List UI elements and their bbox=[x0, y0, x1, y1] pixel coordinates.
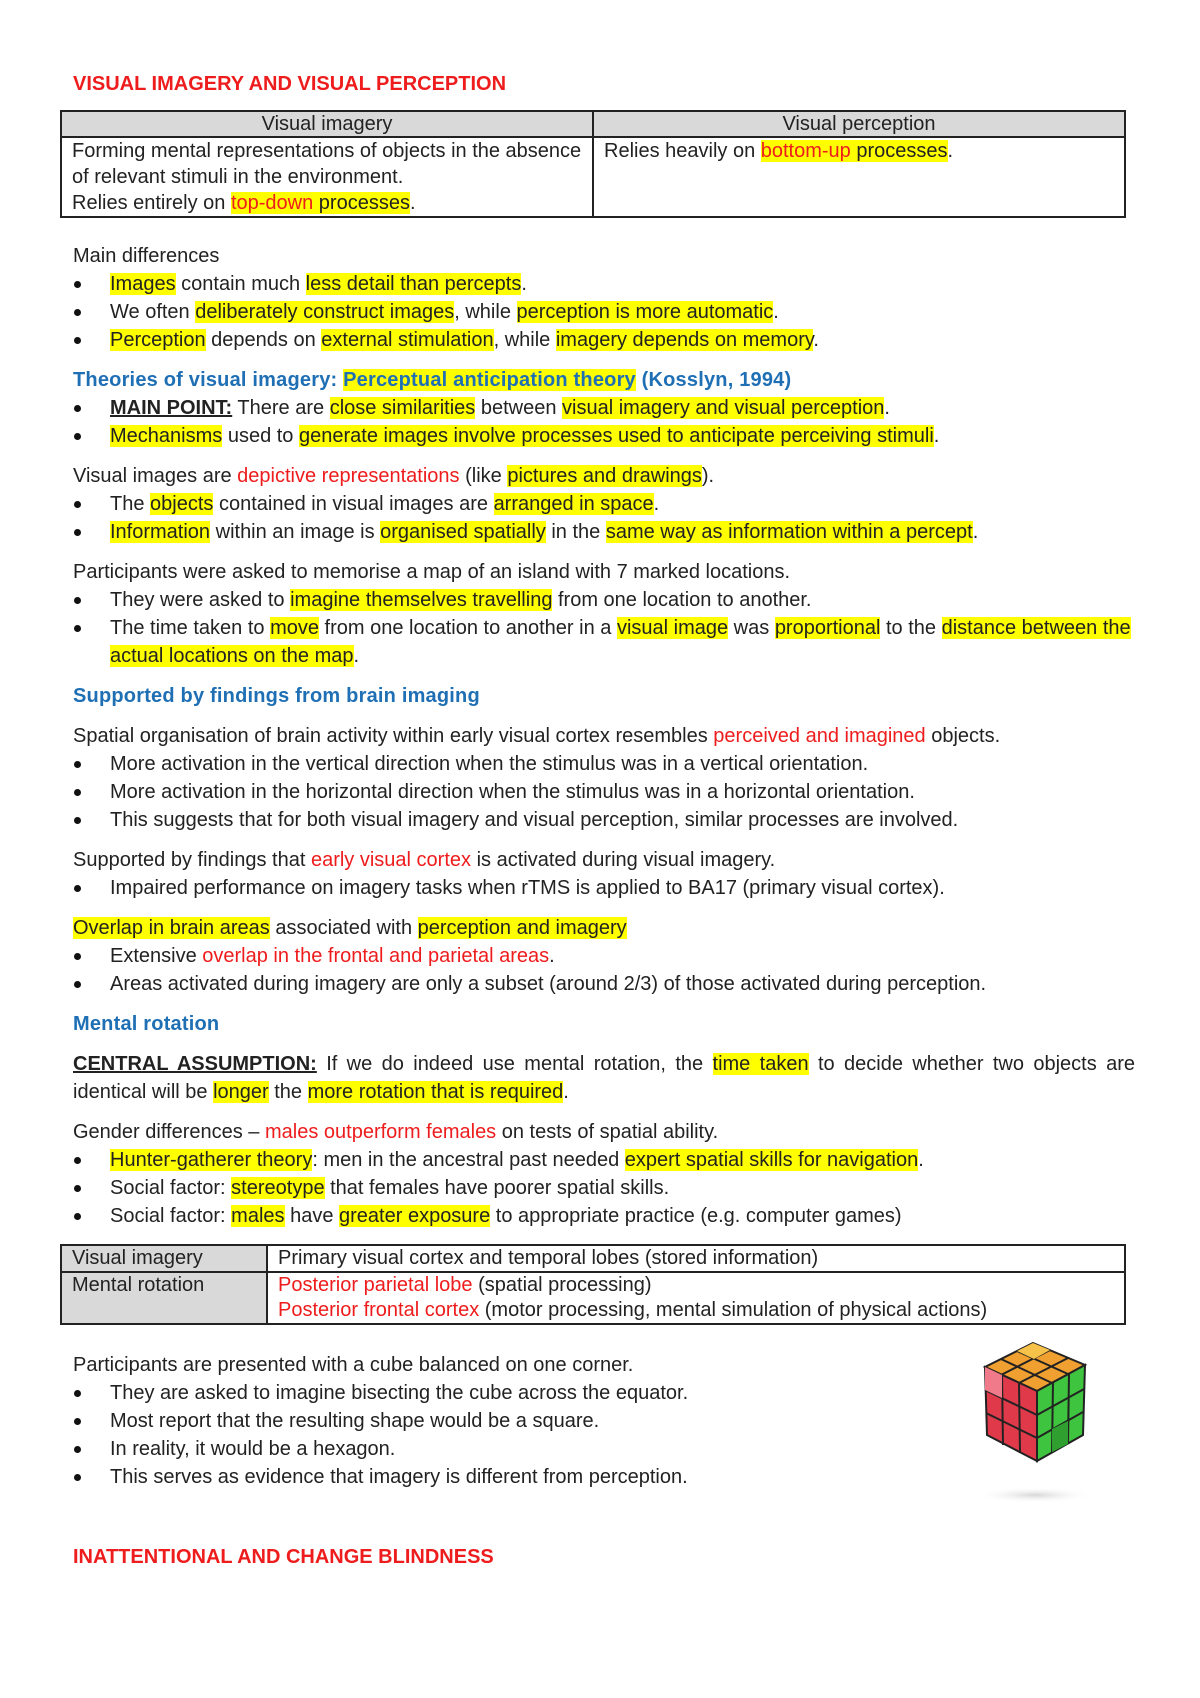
bullet-list bbox=[73, 1146, 1135, 1230]
text: was bbox=[728, 617, 775, 639]
text: from one location to another. bbox=[552, 589, 812, 611]
list-item: They are asked to imagine bisecting the cube across the equator. bbox=[73, 1379, 1135, 1407]
text: in the bbox=[545, 521, 606, 543]
highlight-text: Perceptual anticipation theory bbox=[343, 369, 636, 391]
list-item bbox=[73, 490, 1135, 518]
list-item: This serves as evidence that imagery is different from perception. bbox=[73, 1463, 1135, 1491]
bold-label: MAIN POINT: bbox=[110, 397, 233, 419]
highlight-text: Mechanisms bbox=[110, 425, 223, 447]
list-item: More activation in the vertical direction when the stimulus was in a vertical orientation. bbox=[73, 750, 1135, 778]
paragraph bbox=[73, 846, 1135, 874]
red-text: depictive representations bbox=[237, 465, 460, 487]
highlight-text: distance between the actual locations on the map bbox=[110, 617, 1131, 667]
text: Social factor: bbox=[110, 1205, 232, 1227]
paragraph: Participants were asked to memorise a map of an island with 7 marked locations. bbox=[73, 561, 791, 583]
text: to the bbox=[880, 617, 942, 639]
document-content bbox=[73, 70, 1135, 1571]
text: have bbox=[284, 1205, 340, 1227]
row-value-mental-rotation bbox=[267, 1272, 1125, 1324]
row-label-visual-imagery: Visual imagery bbox=[61, 1245, 267, 1272]
highlight-text: same way as information within a percept bbox=[605, 521, 973, 543]
text: . bbox=[653, 493, 660, 515]
highlight-text: processes bbox=[313, 192, 410, 214]
text: . bbox=[813, 329, 819, 351]
text: . bbox=[773, 301, 779, 323]
text: that females have poorer spatial skills. bbox=[324, 1177, 670, 1199]
highlight-text: arranged in space bbox=[493, 493, 654, 515]
text: (spatial processing) bbox=[472, 1274, 652, 1296]
text: Supported by findings that bbox=[73, 849, 311, 871]
highlight-text: males bbox=[231, 1205, 285, 1227]
text: . bbox=[549, 945, 555, 967]
list-item bbox=[73, 1146, 1135, 1174]
cell-text: Relies entirely on bbox=[72, 192, 231, 214]
paragraph bbox=[73, 1118, 1135, 1146]
text: within an image is bbox=[210, 521, 381, 543]
text: , while bbox=[454, 301, 517, 323]
text: The bbox=[110, 493, 151, 515]
highlight-text: close similarities bbox=[329, 397, 476, 419]
brain-imaging-section bbox=[73, 682, 1135, 834]
heading-text: Theories of visual imagery: bbox=[73, 369, 344, 391]
text: to appropriate practice (e.g. computer games) bbox=[490, 1205, 902, 1227]
text: to decide whether two objects are identical will be bbox=[73, 1053, 1136, 1103]
paragraph bbox=[73, 914, 1135, 942]
text: depends on bbox=[205, 329, 322, 351]
list-item bbox=[73, 942, 1135, 970]
highlight-text: perception is more automatic bbox=[516, 301, 774, 323]
highlight-text: Hunter-gatherer theory bbox=[110, 1149, 313, 1171]
list-item: More activation in the horizontal direction when the stimulus was in a horizontal orientation. bbox=[73, 778, 1135, 806]
text: . bbox=[563, 1081, 569, 1103]
highlight-text: proportional bbox=[774, 617, 881, 639]
text: The time taken to bbox=[110, 617, 271, 639]
highlight-text: Information bbox=[110, 521, 211, 543]
list-item: Impaired performance on imagery tasks when rTMS is applied to BA17 (primary visual cortex). bbox=[73, 874, 1135, 902]
text: (motor processing, mental simulation of physical actions) bbox=[479, 1299, 988, 1321]
highlight-text: top-down bbox=[230, 192, 314, 214]
list-item bbox=[73, 586, 1135, 614]
highlight-text: Perception bbox=[110, 329, 206, 351]
text: from one location to another in a bbox=[318, 617, 617, 639]
col-header-visual-perception: Visual perception bbox=[593, 111, 1125, 137]
text: . bbox=[884, 397, 890, 419]
list-item: Most report that the resulting shape would be a square. bbox=[73, 1407, 1135, 1435]
cube-section bbox=[73, 1351, 1135, 1491]
highlight-text: Overlap in brain areas bbox=[73, 917, 270, 939]
highlight-text: more rotation that is required bbox=[307, 1081, 564, 1103]
highlight-text: expert spatial skills for navigation bbox=[624, 1149, 919, 1171]
highlight-text: deliberately construct images bbox=[195, 301, 455, 323]
bullet-list bbox=[73, 750, 1135, 834]
red-text: males outperform females bbox=[264, 1121, 497, 1143]
gender-section bbox=[73, 1118, 1135, 1230]
highlight-text: time taken bbox=[712, 1053, 809, 1075]
text: If we do indeed use mental rotation, the bbox=[316, 1053, 713, 1075]
red-text: early visual cortex bbox=[310, 849, 472, 871]
bullet-list bbox=[73, 942, 1135, 998]
rubiks-cube-image bbox=[957, 1337, 1107, 1507]
text: Social factor: bbox=[110, 1177, 232, 1199]
highlight-text: imagery depends on memory bbox=[555, 329, 814, 351]
next-section-title: INATTENTIONAL AND CHANGE BLINDNESS bbox=[73, 1546, 494, 1568]
text: ). bbox=[701, 465, 715, 487]
text: Visual images are bbox=[73, 465, 238, 487]
highlight-text: longer bbox=[213, 1081, 269, 1103]
list-item bbox=[73, 270, 1135, 298]
list-item bbox=[73, 1202, 1135, 1230]
main-differences-section bbox=[73, 242, 1135, 354]
text: : men in the ancestral past needed bbox=[312, 1149, 625, 1171]
highlight-text: less detail than percepts bbox=[305, 273, 522, 295]
paragraph: Participants are presented with a cube balanced on one corner. bbox=[73, 1354, 634, 1376]
text: , while bbox=[493, 329, 556, 351]
text: between bbox=[475, 397, 563, 419]
map-study-section bbox=[73, 558, 1135, 670]
text: Spatial organisation of brain activity within early visual cortex resembles bbox=[73, 725, 714, 747]
paragraph bbox=[73, 462, 1135, 490]
text: the bbox=[268, 1081, 308, 1103]
list-item bbox=[73, 394, 1135, 422]
red-text: Posterior frontal cortex bbox=[278, 1299, 480, 1321]
overlap-section bbox=[73, 914, 1135, 998]
list-item bbox=[73, 422, 1135, 450]
brain-areas-table bbox=[60, 1244, 1126, 1325]
bullet-list bbox=[73, 874, 1135, 902]
text: objects. bbox=[925, 725, 1001, 747]
highlight-text: processes bbox=[850, 140, 948, 162]
row-label-mental-rotation: Mental rotation bbox=[61, 1272, 267, 1324]
red-text: perceived and imagined bbox=[713, 725, 926, 747]
paragraph bbox=[73, 1050, 1135, 1106]
comparison-table bbox=[60, 110, 1126, 218]
depictive-section bbox=[73, 462, 1135, 546]
section-heading-theories bbox=[73, 366, 1135, 394]
text: We often bbox=[110, 301, 196, 323]
highlight-text: perception and imagery bbox=[417, 917, 627, 939]
cell-text: Relies heavily on bbox=[604, 140, 761, 162]
rubiks-cube-icon bbox=[957, 1337, 1107, 1507]
cell-visual-imagery bbox=[61, 137, 593, 217]
col-header-visual-imagery: Visual imagery bbox=[61, 111, 593, 137]
bullet-list bbox=[73, 586, 1135, 670]
highlight-text: pictures and drawings bbox=[507, 465, 702, 487]
text: . bbox=[918, 1149, 924, 1171]
mental-rotation-section bbox=[73, 1010, 1135, 1106]
red-text: overlap in the frontal and parietal areas bbox=[202, 945, 550, 967]
highlight-text: bottom-up bbox=[760, 140, 851, 162]
text: . bbox=[521, 273, 527, 295]
bullet-list bbox=[73, 394, 1135, 450]
highlight-text: imagine themselves travelling bbox=[290, 589, 553, 611]
list-item bbox=[73, 326, 1135, 354]
text: associated with bbox=[269, 917, 418, 939]
text: (like bbox=[459, 465, 508, 487]
text: is activated during visual imagery. bbox=[471, 849, 776, 871]
text: Extensive bbox=[110, 945, 203, 967]
highlight-text: visual image bbox=[616, 617, 729, 639]
text: contained in visual images are bbox=[213, 493, 494, 515]
text: There are bbox=[232, 397, 330, 419]
bold-label: CENTRAL ASSUMPTION: bbox=[73, 1053, 317, 1075]
list-item bbox=[73, 518, 1135, 546]
text: contain much bbox=[175, 273, 306, 295]
list-item: This suggests that for both visual imagery and visual perception, similar processes are involved. bbox=[73, 806, 1135, 834]
cell-visual-perception bbox=[593, 137, 1125, 217]
text: They were asked to bbox=[110, 589, 291, 611]
highlight-text: generate images involve processes used to anticipate perceiving stimuli bbox=[298, 425, 934, 447]
list-item bbox=[73, 298, 1135, 326]
highlight-text: greater exposure bbox=[339, 1205, 491, 1227]
text: on tests of spatial ability. bbox=[496, 1121, 719, 1143]
text: used to bbox=[222, 425, 299, 447]
bullet-list bbox=[73, 490, 1135, 546]
text: . bbox=[933, 425, 940, 447]
highlight-text: external stimulation bbox=[321, 329, 494, 351]
highlight-text: move bbox=[270, 617, 319, 639]
highlight-text: Images bbox=[110, 273, 176, 295]
highlight-text: visual imagery and visual perception bbox=[562, 397, 885, 419]
paragraph: Main differences bbox=[73, 245, 220, 267]
list-item: In reality, it would be a hexagon. bbox=[73, 1435, 1135, 1463]
list-item bbox=[73, 614, 1135, 670]
paragraph bbox=[73, 722, 1135, 750]
highlight-text: organised spatially bbox=[380, 521, 546, 543]
cell-text: . bbox=[409, 192, 416, 214]
heading-text: (Kosslyn, 1994) bbox=[635, 369, 792, 391]
theories-section bbox=[73, 366, 1135, 450]
document-title: VISUAL IMAGERY AND VISUAL PERCEPTION bbox=[73, 73, 507, 95]
text: Gender differences – bbox=[73, 1121, 265, 1143]
red-text: Posterior parietal lobe bbox=[278, 1274, 473, 1296]
list-item bbox=[73, 1174, 1135, 1202]
cell-text: . bbox=[947, 140, 954, 162]
cell-text: Forming mental representations of objects in the absence of relevant stimuli in the environment. bbox=[72, 140, 582, 188]
section-heading-mental-rotation: Mental rotation bbox=[73, 1013, 220, 1035]
early-cortex-section bbox=[73, 846, 1135, 902]
highlight-text: stereotype bbox=[231, 1177, 325, 1199]
section-heading-brain-imaging: Supported by findings from brain imaging bbox=[73, 685, 480, 707]
text: . bbox=[353, 645, 360, 667]
bullet-list bbox=[73, 270, 1135, 354]
highlight-text: objects bbox=[150, 493, 214, 515]
row-value-visual-imagery: Primary visual cortex and temporal lobes (stored information) bbox=[267, 1245, 1125, 1272]
list-item: Areas activated during imagery are only a subset (around 2/3) of those activated during perception. bbox=[73, 970, 1135, 998]
text: . bbox=[972, 521, 979, 543]
